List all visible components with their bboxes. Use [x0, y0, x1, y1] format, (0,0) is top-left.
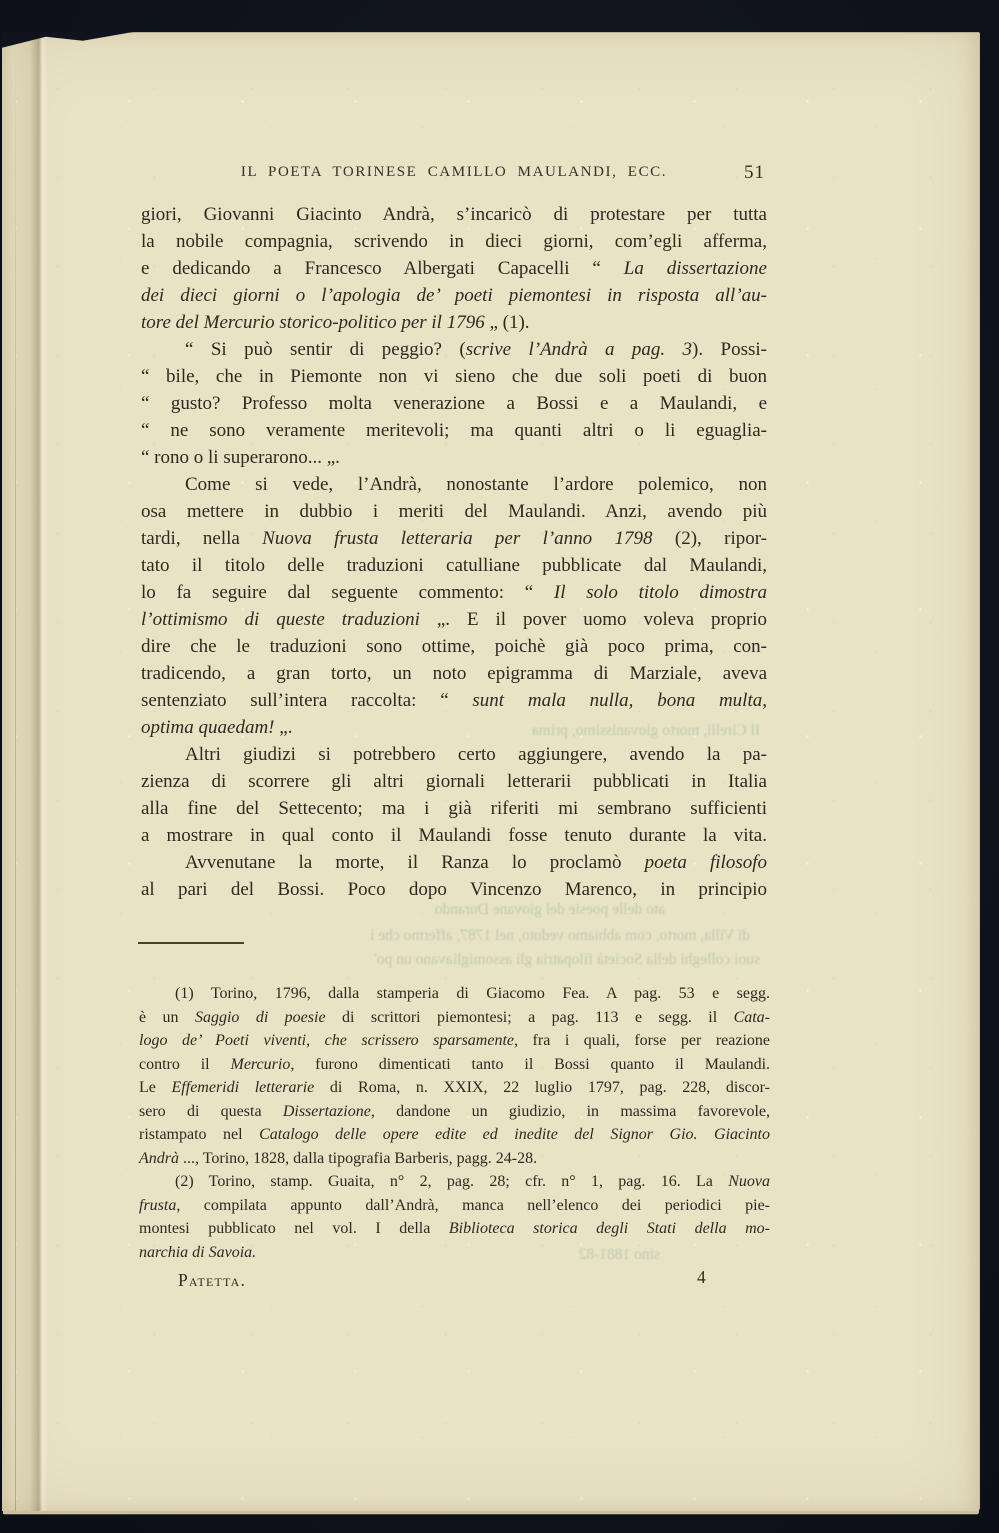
text-segment: “ bile, che in Piemonte non vi sieno che due soli poeti di buon	[141, 366, 767, 387]
page-number: 51	[744, 162, 765, 183]
italic-text-segment: La dissertazione	[623, 258, 767, 279]
text-segment: sero di questa	[139, 1102, 283, 1120]
text-segment: la nobile compagnia, scrivendo in dieci giorni, com’egli afferma,	[141, 231, 767, 252]
text-line	[139, 1100, 770, 1124]
text-segment: “ gusto? Professo molta venerazione a Bossi e a Maulandi, e	[141, 393, 767, 414]
italic-text-segment: Effemeridi letterarie	[171, 1079, 315, 1096]
text-line	[141, 390, 767, 417]
footnote-separator-rule	[138, 942, 244, 944]
text-line	[139, 1006, 770, 1030]
text-line	[139, 1241, 770, 1265]
text-line	[141, 687, 767, 714]
text-line	[139, 1170, 770, 1194]
text-segment: lo fa seguire dal seguente commento: “	[141, 582, 554, 603]
text-line	[141, 282, 767, 309]
text-segment: ). Possi-	[692, 339, 767, 360]
italic-text-segment: sunt mala nulla, bona multa,	[472, 690, 767, 711]
text-line	[141, 417, 767, 444]
text-segment: sentenziato sull’intera raccolta: “	[141, 690, 473, 711]
text-segment: tardi, nella	[141, 528, 263, 549]
text-line	[141, 822, 767, 849]
bleedthrough-text: suoi colleghi della Società filopatria gli assomigliavano un po'	[374, 951, 760, 968]
text-segment: , dandone un giudizio, in massima favorevole,	[370, 1102, 770, 1120]
text-segment: Le	[139, 1079, 172, 1096]
text-segment: “ Si può sentir di peggio? (	[185, 339, 466, 360]
italic-text-segment: poeta filosofo	[644, 852, 767, 873]
italic-text-segment: Cata-	[733, 1008, 771, 1026]
text-segment: (2) Torino, stamp. Guaita, n° 2, pag. 28; cfr. n° 1, pag. 16. La	[175, 1173, 729, 1190]
text-segment: Altri giudizi si potrebbero certo aggiungere, avendo la pa-	[185, 744, 767, 765]
text-line	[141, 579, 767, 606]
running-head	[141, 164, 767, 190]
text-segment: al pari del Bossi. Poco dopo Vincenzo Marenco, in principio	[141, 879, 767, 900]
text-line	[141, 768, 767, 795]
text-line	[141, 795, 767, 822]
italic-text-segment: Biblioteca storica degli Stati della mo-	[448, 1220, 770, 1237]
italic-text-segment: Catalogo delle opere edite ed inedite del Signor Gio. Giacinto	[259, 1126, 771, 1143]
text-segment: di scrittori piemontesi; a pag. 113 e segg. il	[325, 1008, 734, 1026]
italic-text-segment: Andrà	[139, 1149, 179, 1167]
text-segment: tato il titolo delle traduzioni catulliane pubblicate dal Maulandi,	[141, 555, 767, 576]
italic-text-segment: narchia di Savoia.	[139, 1243, 257, 1261]
text-line	[139, 1147, 770, 1171]
page-gutter-crease	[2, 33, 48, 1511]
italic-text-segment: Saggio di poesie	[194, 1008, 326, 1026]
italic-text-segment: optima quaedam!	[141, 717, 275, 738]
text-line	[141, 552, 767, 579]
text-segment: Come si vede, l’Andrà, nonostante l’ardore polemico, non	[185, 474, 767, 495]
text-line	[141, 471, 767, 498]
text-line	[141, 525, 767, 552]
italic-text-segment: Mercurio	[230, 1055, 291, 1073]
text-line	[141, 714, 767, 741]
text-segment: “ rono o li superarono... „.	[141, 447, 340, 468]
italic-text-segment: dei dieci giorni o l’apologia de’ poeti piemontesi in risposta all’au-	[141, 285, 767, 306]
italic-text-segment: Dissertazione	[282, 1102, 371, 1120]
italic-text-segment: Nuova	[728, 1173, 770, 1190]
text-line	[141, 201, 767, 228]
text-line	[141, 741, 767, 768]
text-segment: , compilata appunto dall’Andrà, manca nell’elenco dei periodici pie-	[176, 1196, 770, 1214]
italic-text-segment: l’ottimismo di queste traduzioni	[141, 609, 420, 630]
text-line	[141, 228, 767, 255]
text-segment: a mostrare in qual conto il Maulandi fosse tenuto durante la vita.	[141, 825, 767, 846]
bleedthrough-text: ato delle poesie del giovane Durando	[434, 901, 665, 918]
text-segment: (2), ripor-	[652, 528, 767, 549]
text-line	[141, 255, 767, 282]
text-segment: Avvenutane la morte, il Ranza lo proclamò	[185, 852, 645, 873]
body-text	[141, 201, 767, 903]
text-segment: , fra i quali, forse per reazione	[514, 1032, 770, 1049]
text-segment: alla fine del Settecento; ma i già riferiti mi sembrano sufficienti	[141, 798, 767, 819]
text-line	[139, 1217, 770, 1241]
text-segment: „ (1).	[484, 312, 530, 333]
page-corner-tear	[1, 32, 133, 48]
text-line	[141, 363, 767, 390]
text-line	[141, 606, 767, 633]
italic-text-segment: Il solo titolo dimostra	[553, 582, 767, 603]
text-line	[141, 336, 767, 363]
footer-author: Patetta.	[178, 1270, 247, 1290]
italic-text-segment: frusta	[139, 1196, 177, 1214]
text-line	[141, 876, 767, 903]
text-segment: è un	[139, 1008, 195, 1026]
text-segment: di Roma, n. XXIX, 22 luglio 1797, pag. 228, discor-	[314, 1079, 771, 1096]
bleedthrough-text: Il Cirelli, morto giovanissimo, prima	[531, 722, 760, 739]
text-segment: tradicendo, a gran torto, un noto epigramma di Marziale, aveva	[141, 663, 767, 684]
text-segment: e dedicando a Francesco Albergati Capacelli “	[141, 258, 624, 279]
book-page	[2, 32, 980, 1511]
text-line	[139, 1076, 770, 1100]
text-segment: osa mettere in dubbio i meriti del Maulandi. Anzi, avendo più	[141, 501, 767, 522]
text-segment: contro il	[139, 1055, 231, 1073]
text-line	[141, 444, 767, 471]
text-segment: , furono dimenticati tanto il Bossi quanto il Maulandi.	[290, 1055, 771, 1073]
text-segment: „.	[274, 717, 293, 738]
text-line	[141, 633, 767, 660]
text-segment: „. E il pover uomo voleva proprio	[419, 609, 767, 630]
text-line	[141, 849, 767, 876]
text-segment: “ ne sono veramente meritevoli; ma quanti altri o li eguaglia-	[141, 420, 767, 441]
text-segment: zienza di scorrere gli altri giornali letterarii pubblicati in Italia	[141, 771, 767, 792]
text-segment: ristampato nel	[139, 1126, 260, 1143]
italic-text-segment: Nuova frusta letteraria per l’anno 1798	[262, 528, 653, 549]
text-line	[141, 309, 767, 336]
bleedthrough-text: sino 1881-82	[578, 1246, 660, 1263]
footnotes	[139, 982, 770, 1264]
italic-text-segment: scrive l’Andrà a pag. 3	[465, 339, 693, 360]
footer-signature-number: 4	[697, 1267, 706, 1287]
italic-text-segment: logo de’ Poeti viventi, che scrissero sparsamente	[139, 1032, 514, 1049]
text-segment: montesi pubblicato nel vol. I della	[139, 1220, 449, 1237]
text-segment: dire che le traduzioni sono ottime, poichè già poco prima, con-	[141, 636, 767, 657]
text-segment: (1) Torino, 1796, dalla stamperia di Giacomo Fea. A pag. 53 e segg.	[175, 985, 770, 1002]
text-line	[139, 982, 770, 1006]
italic-text-segment: tore del Mercurio storico-politico per il 1796	[141, 312, 485, 333]
text-line	[139, 1194, 770, 1218]
text-line	[141, 660, 767, 687]
text-line	[141, 498, 767, 525]
text-line	[139, 1053, 770, 1077]
text-segment: giori, Giovanni Giacinto Andrà, s’incaricò di protestare per tutta	[141, 204, 767, 225]
page-header-title: IL POETA TORINESE CAMILLO MAULANDI, ECC.	[240, 164, 668, 180]
bleedthrough-text: di Villa, morto, com abbiamo veduto, nel 1787, affermo che i	[370, 927, 750, 944]
text-line	[139, 1123, 770, 1147]
text-segment: ..., Torino, 1828, dalla tipografia Barberis, pagg. 24-28.	[179, 1149, 538, 1167]
text-line	[139, 1029, 770, 1053]
page-edge-line	[15, 33, 16, 1511]
